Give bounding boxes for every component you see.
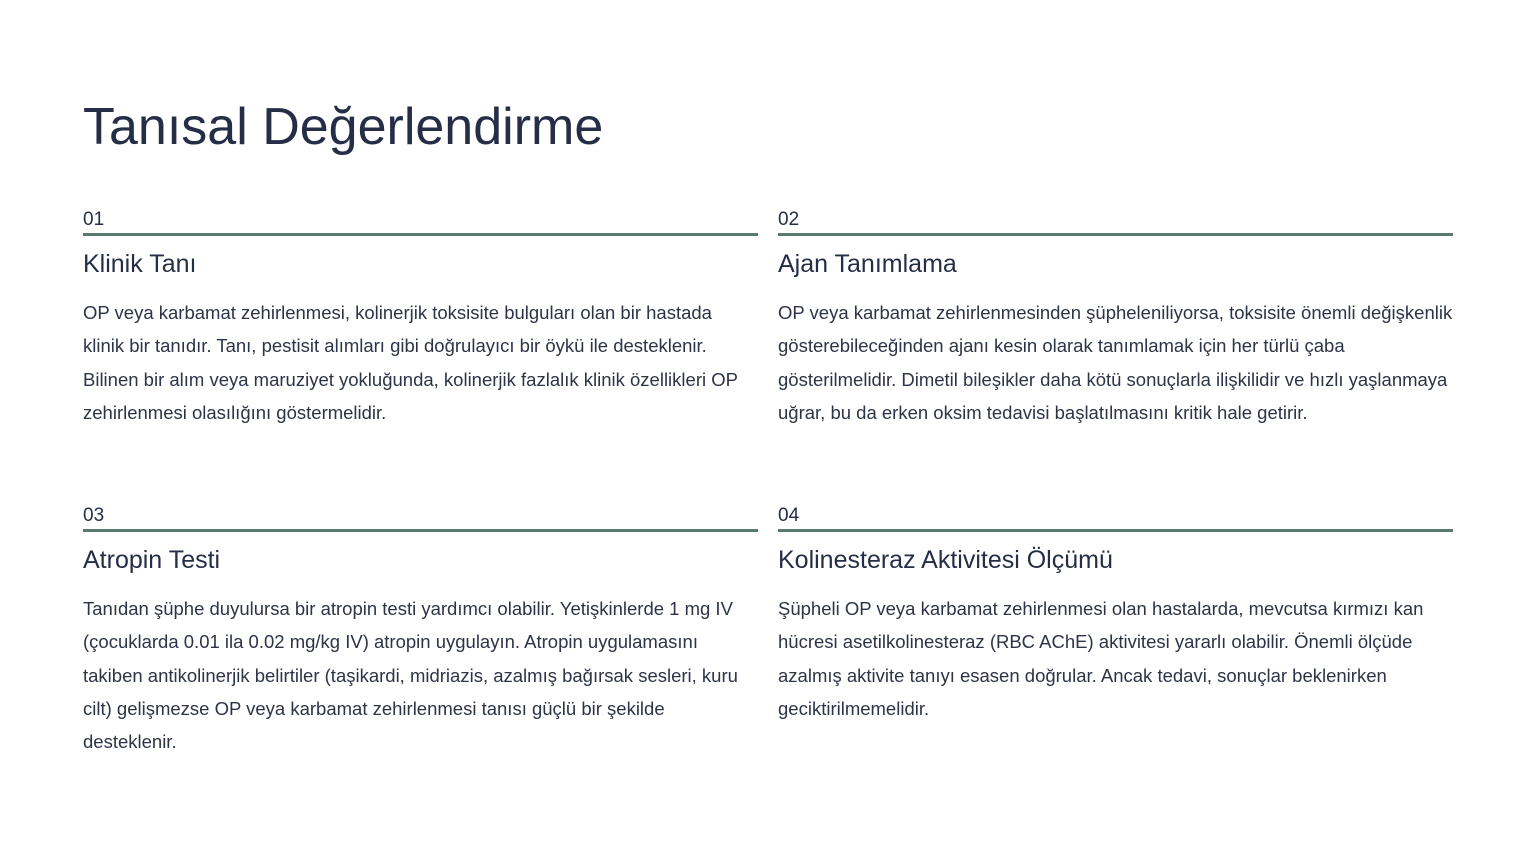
page-title: Tanısal Değerlendirme: [83, 98, 604, 156]
section-number: 03: [83, 504, 758, 532]
section-heading: Kolinesteraz Aktivitesi Ölçümü: [778, 546, 1113, 574]
section-heading: Klinik Tanı: [83, 250, 197, 278]
section-number: 02: [778, 208, 1453, 236]
section-number: 01: [83, 208, 758, 236]
section-card-atropine-test: [83, 504, 758, 758]
section-number: 04: [778, 504, 1453, 532]
section-body: Tanıdan şüphe duyulursa bir atropin testi yardımcı olabilir. Yetişkinlerde 1 mg IV (çocuklarda 0.01 ila 0.02 mg/kg IV) atropin uygulayın. Atropin uygulamasını takiben antikolinerjik belirtiler (taşikardi, midriazis, azalmış bağırsak sesleri, kuru cilt) gelişmezse OP veya karbamat zehirlenmesi tanısı güçlü bir şekilde desteklenir.: [83, 598, 738, 753]
section-body: Şüpheli OP veya karbamat zehirlenmesi olan hastalarda, mevcutsa kırmızı kan hücresi asetilkolinesteraz (RBC AChE) aktivitesi yararlı olabilir. Önemli ölçüde azalmış aktivite tanıyı esasen doğrular. Ancak tedavi, sonuçlar beklenirken geciktirilmemelidir.: [778, 598, 1424, 719]
section-body: OP veya karbamat zehirlenmesinden şüpheleniliyorsa, toksisite önemli değişkenlik gösterebileceğinden ajanı kesin olarak tanımlamak için her türlü çaba gösterilmelidir. Dimetil bileşikler daha kötü sonuçlarla ilişkilidir ve hızlı yaşlanmaya uğrar, bu da erken oksim tedavisi başlatılmasını kritik hale getirir.: [778, 302, 1453, 423]
section-card-agent-identification: [778, 208, 1453, 429]
section-heading: Ajan Tanımlama: [778, 250, 957, 278]
section-card-clinical-diagnosis: [83, 208, 758, 429]
section-heading: Atropin Testi: [83, 546, 221, 574]
section-body: OP veya karbamat zehirlenmesi, kolinerjik toksisite bulguları olan bir hastada klinik bir tanıdır. Tanı, pestisit alımları gibi doğrulayıcı bir öykü ile desteklenir. Bilinen bir alım veya maruziyet yokluğunda, kolinerjik fazlalık klinik özellikleri OP zehirlenmesi olasılığını göstermelidir.: [83, 302, 738, 423]
section-card-cholinesterase-activity: [778, 504, 1453, 725]
